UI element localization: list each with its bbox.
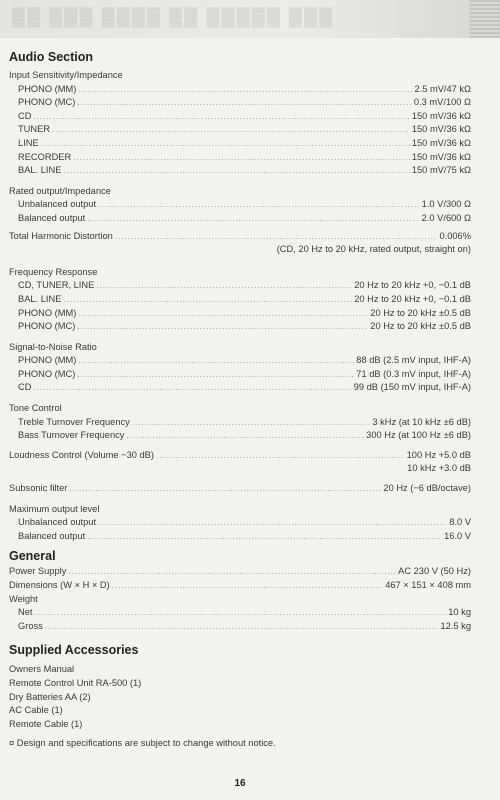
spec-label: LINE — [18, 137, 39, 148]
spec-label: Unbalanced output — [18, 199, 97, 210]
leader-dots — [63, 164, 409, 178]
spec-label: TUNER — [18, 124, 51, 135]
spec-row — [9, 123, 471, 137]
spec-row — [9, 164, 471, 178]
spec-value: 20 Hz to 20 kHz ±0.5 dB — [370, 321, 471, 332]
spec-row — [9, 516, 471, 530]
spec-value: 71 dB (0.3 mV input, IHF-A) — [356, 368, 471, 379]
spec-row — [9, 83, 471, 97]
spec-row — [9, 198, 471, 212]
spec-label: PHONO (MM) — [18, 307, 77, 318]
spec-value: 1.0 V/300 Ω — [421, 199, 471, 210]
spec-value: 20 Hz to 20 kHz +0, −0.1 dB — [354, 280, 471, 291]
spec-value: 150 mV/36 kΩ — [411, 151, 471, 162]
leader-dots — [96, 279, 352, 293]
spec-row — [9, 354, 471, 368]
input-sensitivity-title: Input Sensitivity/Impedance — [9, 70, 123, 80]
spec-page — [9, 48, 471, 751]
spec-row — [9, 137, 471, 151]
leader-dots — [78, 83, 412, 97]
spec-label: Unbalanced output — [18, 517, 97, 528]
leader-dots — [112, 579, 383, 593]
loudness-row — [9, 449, 471, 463]
spec-row — [9, 279, 471, 293]
header-band — [0, 0, 500, 38]
spec-row — [9, 606, 471, 620]
leader-dots — [68, 565, 396, 579]
spec-label: RECORDER — [18, 151, 72, 162]
leader-dots — [126, 429, 364, 443]
spec-label: Subsonic filter — [9, 483, 68, 494]
leader-dots — [73, 151, 410, 165]
spec-value: 100 Hz +5.0 dB — [406, 449, 471, 460]
spec-row — [9, 368, 471, 382]
spec-row — [9, 416, 471, 430]
spec-row — [9, 530, 471, 544]
spec-value: 150 mV/75 kΩ — [411, 165, 471, 176]
leader-dots — [77, 320, 368, 334]
leader-dots — [87, 530, 442, 544]
spec-row — [9, 151, 471, 165]
corner-artifact — [470, 0, 500, 38]
spec-label: CD — [18, 382, 32, 393]
leader-dots — [78, 354, 354, 368]
spec-value: 0.3 mV/100 Ω — [413, 97, 471, 108]
leader-dots — [156, 449, 405, 463]
dimensions-row — [9, 579, 471, 593]
spec-row — [9, 320, 471, 334]
spec-label: PHONO (MC) — [18, 368, 76, 379]
spec-label: Bass Turnover Frequency — [18, 430, 125, 441]
spec-row — [9, 307, 471, 321]
bleed-through-text: ▓▓ ▓▓▓ ▓▓▓▓ ▓▓ ▓▓▓▓▓ ▓▓▓ — [12, 6, 335, 26]
thd-condition: (CD, 20 Hz to 20 kHz, rated output, straight on) — [276, 244, 471, 255]
frequency-response-title: Frequency Response — [9, 266, 98, 277]
spec-label: Total Harmonic Distortion — [9, 230, 113, 241]
subsonic-row — [9, 482, 471, 496]
spec-label: Balanced output — [18, 530, 86, 541]
spec-label: Gross — [18, 620, 43, 631]
leader-dots — [98, 198, 420, 212]
spec-label: Loudness Control (Volume −30 dB) — [9, 449, 154, 460]
spec-row — [9, 96, 471, 110]
list-item: Remote Cable (1) — [9, 718, 83, 729]
spec-label: PHONO (MM) — [18, 83, 77, 94]
leader-dots — [63, 293, 352, 307]
spec-value: 16.0 V — [444, 530, 471, 541]
spec-value: 8.0 V — [449, 517, 471, 528]
spec-value: 467 × 151 × 408 mm — [385, 580, 471, 590]
leader-dots — [45, 620, 439, 634]
spec-label: CD — [18, 110, 32, 121]
audio-section-title: Audio Section — [9, 50, 94, 64]
spec-value: 88 dB (2.5 mV input, IHF-A) — [356, 355, 471, 366]
input-sensitivity-list — [9, 83, 471, 178]
spec-value: 150 mV/36 kΩ — [411, 137, 471, 148]
spec-value: 150 mV/36 kΩ — [411, 110, 471, 121]
spec-label: PHONO (MM) — [18, 355, 77, 366]
leader-dots — [69, 482, 381, 496]
leader-dots — [33, 381, 351, 395]
list-item: Remote Control Unit RA-500 (1) — [9, 677, 142, 688]
spec-label: Power Supply — [9, 566, 67, 577]
power-supply-row — [9, 565, 471, 579]
spec-value: 300 Hz (at 100 Hz ±6 dB) — [366, 430, 471, 441]
spec-value: 0.006% — [439, 230, 471, 241]
leader-dots — [115, 230, 438, 244]
max-output-title: Maximum output level — [9, 503, 100, 514]
rated-output-title: Rated output/Impedance — [9, 185, 111, 196]
page-number: 16 — [234, 778, 246, 789]
accessories-section-title: Supplied Accessories — [9, 643, 139, 658]
list-item: Owners Manual — [9, 664, 75, 675]
leader-dots — [34, 606, 446, 620]
spec-label: BAL. LINE — [18, 165, 62, 176]
leader-dots — [77, 96, 412, 110]
spec-row — [9, 293, 471, 307]
spec-label: PHONO (MC) — [18, 97, 76, 108]
spec-label: BAL. LINE — [18, 293, 62, 304]
spec-value: 20 Hz (−6 dB/octave) — [383, 483, 471, 494]
leader-dots — [98, 516, 447, 530]
list-item: AC Cable (1) — [9, 705, 63, 716]
snr-title: Signal-to-Noise Ratio — [9, 341, 97, 352]
leader-dots — [33, 110, 409, 124]
general-section-title: General — [9, 549, 56, 564]
thd-row — [9, 230, 471, 244]
loudness-continuation: 10 kHz +3.0 dB — [407, 463, 471, 474]
spec-label: PHONO (MC) — [18, 321, 76, 332]
spec-row — [9, 110, 471, 124]
weight-title: Weight — [9, 593, 38, 604]
spec-row — [9, 429, 471, 443]
disclaimer-note: ¤ Design and specifications are subject to change without notice. — [9, 738, 276, 749]
leader-dots — [52, 123, 410, 137]
list-item: Dry Batteries AA (2) — [9, 691, 91, 702]
spec-label: Dimensions (W × H × D) — [9, 580, 110, 590]
spec-value: 3 kHz (at 10 kHz ±6 dB) — [372, 416, 471, 427]
accessories-list — [9, 663, 471, 731]
spec-value: 2.0 V/600 Ω — [421, 212, 471, 223]
spec-value: 12.5 kg — [440, 620, 471, 631]
leader-dots — [78, 307, 368, 321]
spec-label: CD, TUNER, LINE — [18, 280, 95, 291]
spec-value: 150 mV/36 kΩ — [411, 124, 471, 135]
leader-dots — [87, 212, 419, 226]
spec-row — [9, 212, 471, 226]
spec-value: AC 230 V (50 Hz) — [398, 566, 471, 577]
spec-label: Balanced output — [18, 212, 86, 223]
leader-dots — [132, 416, 371, 430]
spec-label: Net — [18, 607, 33, 618]
spec-value: 20 Hz to 20 kHz ±0.5 dB — [370, 307, 471, 318]
spec-label: Treble Turnover Frequency — [18, 416, 130, 427]
spec-value: 20 Hz to 20 kHz +0, −0.1 dB — [354, 293, 471, 304]
tone-control-title: Tone Control — [9, 403, 62, 414]
spec-value: 10 kg — [448, 607, 471, 618]
spec-row — [9, 381, 471, 395]
leader-dots — [41, 137, 410, 151]
spec-value: 99 dB (150 mV input, IHF-A) — [353, 382, 471, 393]
spec-row — [9, 620, 471, 634]
leader-dots — [77, 368, 354, 382]
spec-value: 2.5 mV/47 kΩ — [414, 83, 471, 94]
